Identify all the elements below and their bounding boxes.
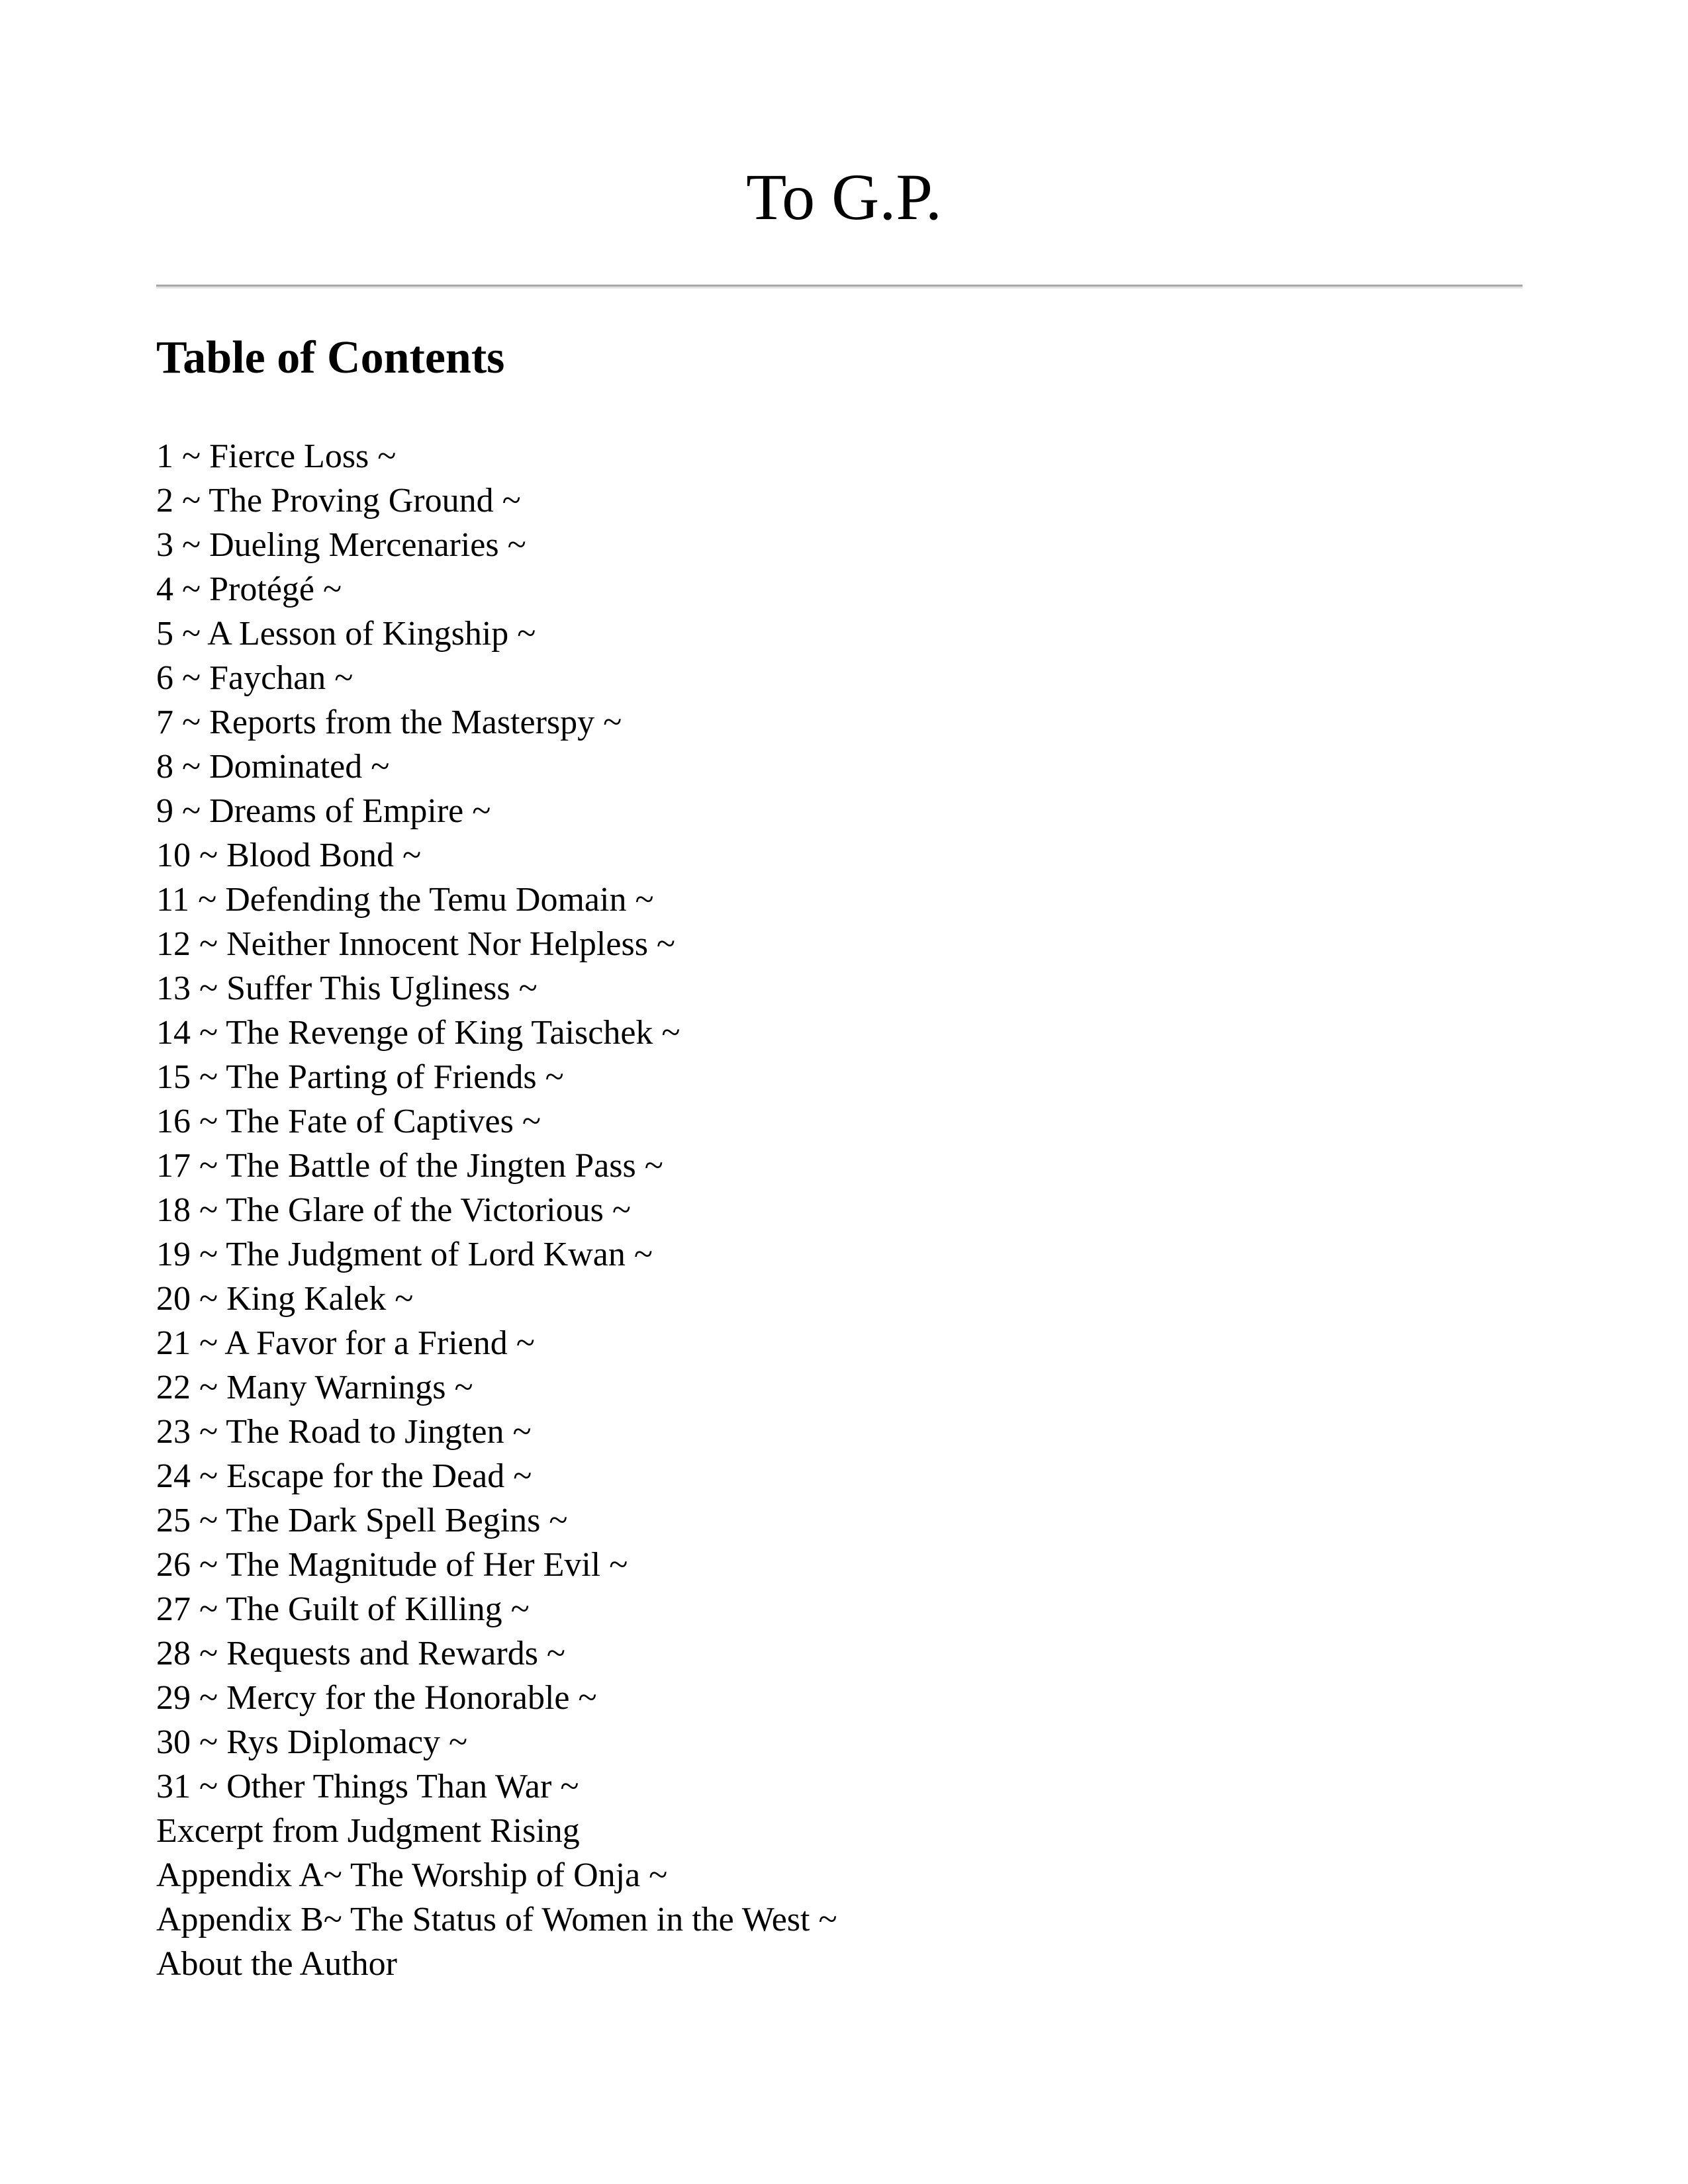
toc-entry [156, 523, 837, 567]
toc-entry [156, 1720, 837, 1764]
toc-entry [156, 878, 837, 922]
toc-entry-link[interactable]: 20 ~ King Kalek ~ [156, 1280, 414, 1318]
toc-entry [156, 1011, 837, 1055]
toc-entry-link[interactable]: 3 ~ Dueling Mercenaries ~ [156, 526, 526, 564]
toc-entry-link[interactable]: 19 ~ The Judgment of Lord Kwan ~ [156, 1236, 653, 1273]
toc-entry [156, 1144, 837, 1188]
toc-entry [156, 1099, 837, 1144]
toc-entry [156, 1498, 837, 1543]
toc-entry [156, 1631, 837, 1676]
toc-entry [156, 745, 837, 789]
toc-entry-link[interactable]: 29 ~ Mercy for the Honorable ~ [156, 1679, 597, 1717]
toc-entry [156, 1942, 837, 1986]
toc-entry [156, 434, 837, 478]
toc-entry-link[interactable]: 25 ~ The Dark Spell Begins ~ [156, 1502, 568, 1539]
toc-entry-link[interactable]: Appendix B~ The Status of Women in the West ~ [156, 1901, 837, 1938]
toc-entry-link[interactable]: 31 ~ Other Things Than War ~ [156, 1768, 579, 1805]
toc-entry [156, 567, 837, 612]
toc-entry-link[interactable]: 6 ~ Faychan ~ [156, 659, 353, 697]
toc-entry [156, 789, 837, 833]
toc-entry [156, 656, 837, 700]
toc-entry-link[interactable]: 23 ~ The Road to Jingten ~ [156, 1413, 532, 1451]
toc-entry [156, 966, 837, 1011]
toc-entry-link[interactable]: 8 ~ Dominated ~ [156, 748, 390, 786]
toc-entry [156, 1543, 837, 1587]
toc-entry-link[interactable]: 13 ~ Suffer This Ugliness ~ [156, 970, 538, 1007]
toc-entry-link[interactable]: 28 ~ Requests and Rewards ~ [156, 1635, 566, 1672]
toc-entry [156, 1321, 837, 1365]
toc-entry-link[interactable]: 12 ~ Neither Innocent Nor Helpless ~ [156, 925, 676, 963]
toc-entry-link[interactable]: 1 ~ Fierce Loss ~ [156, 437, 397, 475]
toc-entry-link[interactable]: 16 ~ The Fate of Captives ~ [156, 1103, 541, 1140]
toc-entry-link[interactable]: 14 ~ The Revenge of King Taischek ~ [156, 1014, 680, 1052]
toc-entry-link[interactable]: 4 ~ Protégé ~ [156, 570, 342, 608]
toc-entry [156, 1676, 837, 1720]
toc-entry [156, 1277, 837, 1321]
toc-entry-link[interactable]: 21 ~ A Favor for a Friend ~ [156, 1324, 535, 1362]
toc-entry [156, 1809, 837, 1853]
toc-entry [156, 1188, 837, 1232]
toc-entry-link[interactable]: 9 ~ Dreams of Empire ~ [156, 792, 491, 830]
toc-entry-link[interactable]: 30 ~ Rys Diplomacy ~ [156, 1723, 468, 1761]
toc-entry-link[interactable]: Appendix A~ The Worship of Onja ~ [156, 1856, 668, 1894]
toc-entry [156, 700, 837, 745]
toc-entry [156, 1055, 837, 1099]
toc-entry-link[interactable]: 27 ~ The Guilt of Killing ~ [156, 1590, 530, 1628]
toc-entry-link[interactable]: 15 ~ The Parting of Friends ~ [156, 1058, 564, 1096]
toc-entry [156, 1365, 837, 1410]
toc-entry [156, 1454, 837, 1498]
toc-entry-link[interactable]: 26 ~ The Magnitude of Her Evil ~ [156, 1546, 628, 1584]
toc-list [156, 434, 837, 1986]
toc-entry [156, 833, 837, 878]
toc-entry-link[interactable]: 18 ~ The Glare of the Victorious ~ [156, 1191, 631, 1229]
toc-entry [156, 1897, 837, 1942]
toc-entry [156, 1853, 837, 1897]
toc-entry-link[interactable]: 5 ~ A Lesson of Kingship ~ [156, 615, 536, 653]
toc-entry-link[interactable]: About the Author [156, 1945, 397, 1983]
toc-entry-link[interactable]: 10 ~ Blood Bond ~ [156, 837, 422, 874]
toc-entry-link[interactable]: Excerpt from Judgment Rising [156, 1812, 580, 1850]
toc-entry-link[interactable]: 24 ~ Escape for the Dead ~ [156, 1457, 532, 1495]
toc-entry-link[interactable]: 7 ~ Reports from the Masterspy ~ [156, 704, 622, 741]
toc-heading: Table of Contents [156, 332, 505, 383]
toc-entry-link[interactable]: 22 ~ Many Warnings ~ [156, 1369, 473, 1406]
toc-entry [156, 1764, 837, 1809]
toc-entry-link[interactable]: 11 ~ Defending the Temu Domain ~ [156, 881, 654, 919]
toc-entry [156, 922, 837, 966]
horizontal-divider [156, 285, 1523, 289]
toc-entry [156, 612, 837, 656]
toc-entry-link[interactable]: 2 ~ The Proving Ground ~ [156, 482, 521, 520]
toc-entry [156, 1410, 837, 1454]
toc-entry [156, 1232, 837, 1277]
toc-entry [156, 1587, 837, 1631]
dedication-title: To G.P. [746, 160, 942, 234]
toc-entry [156, 478, 837, 523]
toc-entry-link[interactable]: 17 ~ The Battle of the Jingten Pass ~ [156, 1147, 663, 1185]
